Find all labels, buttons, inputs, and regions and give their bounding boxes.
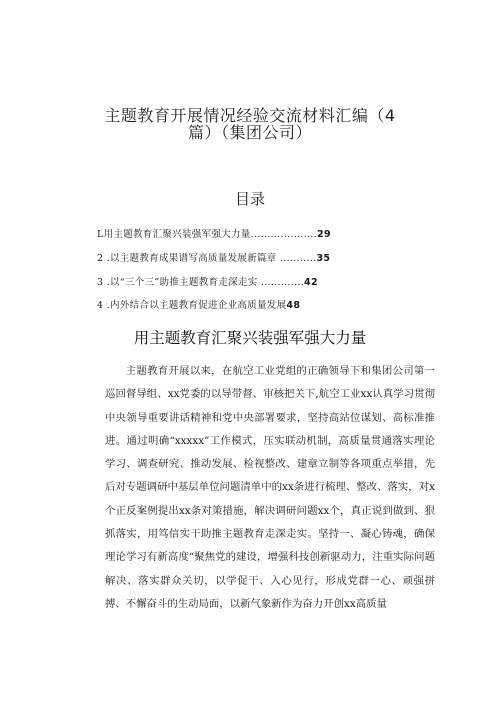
document-title-line2: 篇）（集团公司） xyxy=(187,123,312,142)
toc-entry-page: 29 xyxy=(317,229,331,240)
toc-entry-text: 用主题教育汇聚兴装强军强大力量 xyxy=(103,229,251,240)
toc-heading: 目录 xyxy=(234,190,265,208)
toc-entry-2[interactable] xyxy=(97,250,417,264)
toc-entry-leader: ............. xyxy=(260,277,305,288)
toc-entry-number: 2 xyxy=(97,253,104,264)
toc-entry-text: .内外结合以主题教育促进企业高质量发展 xyxy=(106,300,287,311)
toc-entry-leader: .................... xyxy=(250,229,318,240)
toc-entry-number: 4 xyxy=(97,300,104,311)
toc-entry-number: 3 xyxy=(97,277,104,288)
toc-entry-page: 48 xyxy=(286,300,301,311)
toc-entry-page: 42 xyxy=(304,277,318,288)
body-text xyxy=(105,360,435,616)
toc-entry-number: L xyxy=(97,229,104,240)
section-heading: 用主题教育汇聚兴装强军强大力量 xyxy=(133,329,367,347)
paragraph: 主题教育开展以来，在航空工业党组的正确领导下和集团公司第一巡回督导组、xx党委的以导带督、审核把关下,航空工业xx认真学习贯彻中央领导重要讲话精神和党中央部署要求，坚持高站位谋划、高标准推进。通过明确“xxxxx”工作模式，压实联动机制，高质量贯通落实理论学习、调查研究、推动发展、检视整改、建章立制等各项重点举措，先后对专题调研中基层单位问题清单中的xx条进行梳理、整改、落实，对x个正反案例提出xx条对策措施，解决调研问题xx个，真正说到做到、狠抓落实，用笃信实干助推主题教育走深走实。坚持一、凝心铸魂，确保理论学习有新高度“聚焦党的建设，增强科技创新驱动力，注重实际问题解决、落实群众关切，以学促干、入心见行，形成党群一心、顽强拼搏、不懈奋斗的生动局面，以新气象新作为奋力开创xx高质量 xyxy=(105,365,435,610)
toc-entry-1[interactable] xyxy=(97,226,417,240)
toc-entry-text: .以“三个三”助推主题教育走深走实 xyxy=(106,277,258,288)
toc-entry-3[interactable] xyxy=(97,274,417,288)
toc-entry-4[interactable] xyxy=(97,297,417,311)
toc-entry-leader: ........... xyxy=(279,253,317,264)
document-title-line1: 主题教育开展情况经验交流材料汇编（4 xyxy=(104,106,396,125)
toc-entry-text: .以主题教育成果谱写高质量发展新篇章 xyxy=(106,253,277,264)
toc-entry-page: 35 xyxy=(316,253,331,264)
